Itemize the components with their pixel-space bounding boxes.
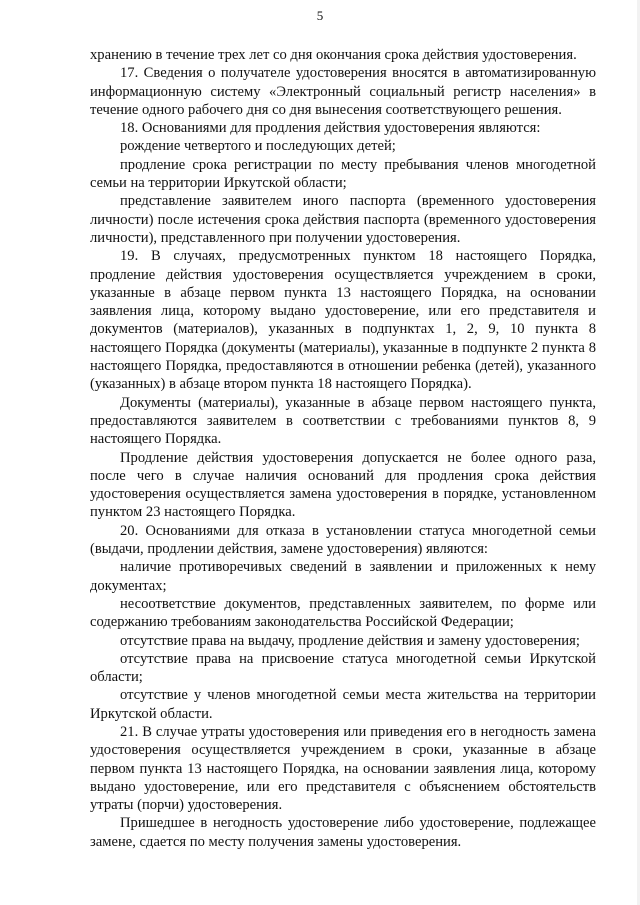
list-item-no-residence: отсутствие у членов многодетной семьи места жительства на территории Иркутской области. <box>90 687 596 722</box>
list-item-registration: продление срока регистрации по месту пребывания членов многодетной семьи на территории Иркутской области; <box>90 156 596 192</box>
paragraph-20: 20. Основаниями для отказа в установлении статуса многодетной семьи (выдачи, продлении действия, замене удостоверения) являются: <box>90 522 596 558</box>
list-item-passport: представление заявителем иного паспорта (временного удостоверения личности) после истечения срока действия паспорта (временного удостоверения личности), представленного при получении удостоверения. <box>90 193 596 246</box>
paragraph-17: 17. Сведения о получателе удостоверения вносятся в автоматизированную информационную систему «Электронный социальный регистр населения» в течение одного рабочего дня со дня вынесения соответствующего решения. <box>90 65 596 118</box>
list-item-nonconformity: несоответствие документов, представленных заявителем, по форме или содержанию требованиям законодательства Российской Федерации; <box>90 595 596 631</box>
paragraph-19-documents: Документы (материалы), указанные в абзаце первом настоящего пункта, предоставляются заявителем в соответствии с требованиями пунктов 8, 9 настоящего Порядка. <box>90 394 596 448</box>
paragraph-21: 21. В случае утраты удостоверения или приведения его в негодность замена удостоверения осуществляется учреждением в сроки, указанные в абзаце первом пункта 13 настоящего Порядка, на основании заявления лица, которому выдано удостоверение, или его представителя с объяснением обстоятельств утраты (порчи) удостоверения. <box>90 723 596 814</box>
paragraph-18: 18. Основаниями для продления действия удостоверения являются: <box>120 120 541 137</box>
list-item-birth: рождение четвертого и последующих детей; <box>120 138 396 155</box>
page-number: 5 <box>316 8 324 23</box>
paragraph-continuation: хранению в течение трех лет со дня окончания срока действия удостоверения. <box>90 47 577 63</box>
document-body <box>90 46 596 851</box>
list-item-no-right-status: отсутствие права на присвоение статуса многодетной семьи Иркутской области; <box>90 650 596 686</box>
list-item-contradictions: наличие противоречивых сведений в заявлении и приложенных к нему документах; <box>90 559 596 594</box>
list-item-no-right-issue: отсутствие права на выдачу, продление действия и замену удостоверения; <box>120 632 580 649</box>
paragraph-19: 19. В случаях, предусмотренных пунктом 18 настоящего Порядка, продление действия удостоверения осуществляется учреждением в сроки, указанные в абзаце первом пункта 13 настоящего Порядка, на основании заявления лица, которому выдано удостоверение, или его представителя и документов (материалов), указанных в подпунктах 1, 2, 9, 10 пункта 8 настоящего Порядка (документы (материалы), указанные в подпункте 2 пункта 8 настоящего Порядка, предоставляются в отношении ребенка (детей), указанного (указанных) в абзаце втором пункта 18 настоящего Порядка). <box>90 248 596 393</box>
paragraph-21-return: Пришедшее в негодность удостоверение либо удостоверение, подлежащее замене, сдается по месту получения замены удостоверения. <box>90 815 596 850</box>
paragraph-19-extension: Продление действия удостоверения допускается не более одного раза, после чего в случае наличия оснований для продления срока действия удостоверения осуществляется замена удостоверения в порядке, установленном пунктом 23 настоящего Порядка. <box>90 449 596 521</box>
